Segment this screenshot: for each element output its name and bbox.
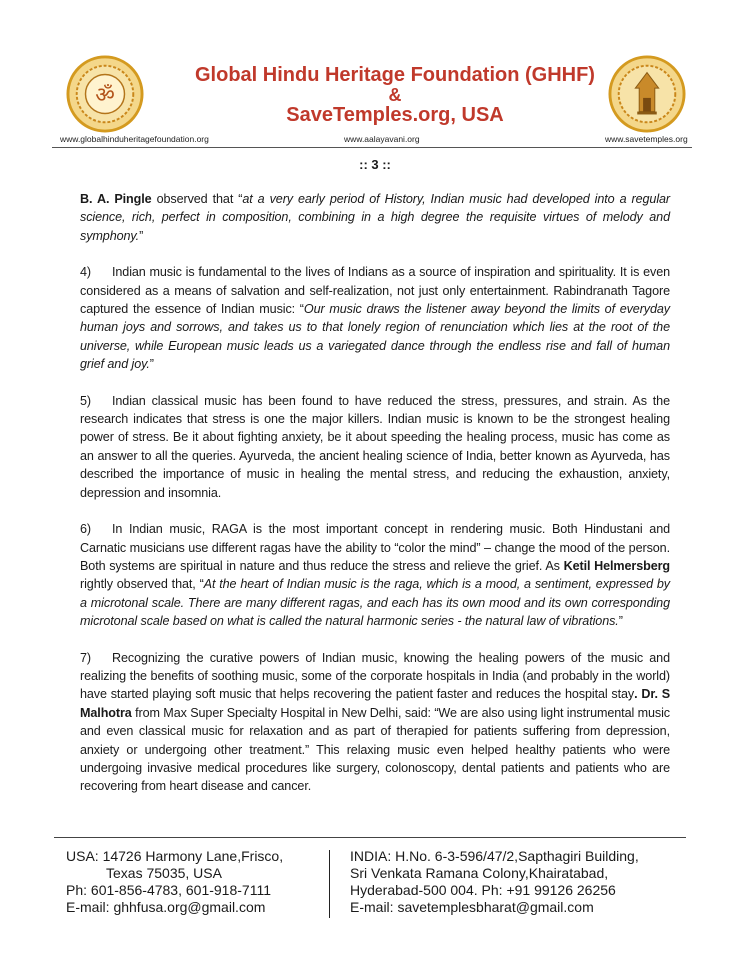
paragraph-5: 5) Indian classical music has been found to have reduced the stress, pressures, and strain. As the research indicates that stress is one the major killers. Indian music is known to be the strongest healing power of stress. Be it about fighting anxiety, be it about speeding the healing process, music has come as an answer to all the queries. Ayurveda, the ancient healing science of India, better known as Ayurveda, has described the importance of music in healing the mental stress, and reducing the exhaustion, anxiety, depression and insomnia. [80,393,670,500]
author-name: B. A. Pingle [80,192,152,206]
paragraph-number: 4) [80,265,91,280]
page-number: :: 3 :: [359,157,391,172]
ampersand: & [388,85,402,105]
footer-india-address: INDIA: H.No. 6-3-596/47/2,Sapthagiri Building, Sri Venkata Ramana Colony,Khairatabad, Hyderabad-500 004. Ph: +91 99126 26256 E-mail: savetemplesbharat@gmail.com [350,848,639,915]
footer-column-separator [329,850,330,918]
paragraph-6: 6) In Indian music, RAGA is the most important concept in rendering music. Both Hindustani and Carnatic musicians use different ragas have the ability to “color the mind” – change the mood of the person. Both systems are spiritual in nature and thus reduce the stress and relieve the grief. As Ketil Helmersberg rightly observed that, “At the heart of Indian music is the raga, which is a mood, a sentiment, expressed by a microtonal scale. There are many different ragas, and each has its own mood and its own corresponding microtonal scale based on what is called the natural harmonic series - the natural law of vibrations.” [80,522,670,629]
foundation-title: Global Hindu Heritage Foundation (GHHF) [195,64,595,86]
quote: Our music draws the listener away beyond the limits of everyday human joys and sorrows, and takes us to that lonely region of renunciation which lies at the root of the universe, while European music leads us a variegated dance through the endless rise and fall of human grief and joy. [80,302,670,372]
url-left[interactable]: www.globalhinduheritagefoundation.org [60,134,209,144]
om-seal-logo [66,55,144,133]
paragraph-7: 7) Recognizing the curative powers of Indian music, knowing the healing powers of the music and realizing the benefits of soothing music, some of the corporate hospitals in India (and probably in the world) have started playing soft music that helps recovering the patient faster and reduces the hospital stay. Dr. S Malhotra from Max Super Specialty Hospital in New Delhi, said: “We are also using light instrumental music and even classical music for relaxation and as part of therapied for patients suffering from depression, anxiety or undergoing other treatment.” This relaxing music even helped healthy patients who were undergoing invasive medical procedures like surgery, colonoscopy, dental patients and patients who are recovering from heart disease and cancer. [80,650,670,794]
india-email[interactable]: E-mail: savetemplesbharat@gmail.com [350,899,594,915]
footer-usa-address: USA: 14726 Harmony Lane,Frisco, Texas 75035, USA Ph: 601-856-4783, 601-918-7111 E-mail: ghhfusa.org@gmail.com [66,848,284,915]
paragraph-number: 5) [80,393,91,408]
paragraph-4: 4) Indian music is fundamental to the lives of Indians as a source of inspiration and spirituality. It is even considered as a means of salvation and self-realization, not just only entertainment. Rabindranath Tagore captured the essence of Indian music: “Our music draws the listener away beyond the limits of everyday human joys and sorrows, and takes us to that lonely region of renunciation which lies at the root of the universe, while European music leads us a variegated dance through the endless rise and fall of human grief and joy.” [80,265,670,372]
svg-text:ॐ: ॐ [95,82,115,108]
author-name: Dr. S Malhotra [80,687,670,720]
savetemples-title: SaveTemples.org, USA [286,104,504,126]
header-divider [52,147,692,148]
header-title [150,64,640,126]
quote: At the heart of Indian music is the raga, which is a mood, a sentiment, expressed by a microtonal scale. There are many different ragas, and each has its own mood and its own corresponding microtonal scale based on what is called the natural harmonic series - the natural law of vibrations. [80,577,670,629]
body-text [80,190,670,814]
url-right[interactable]: www.savetemples.org [605,134,688,144]
paragraph-number: 6) [80,522,91,537]
usa-email[interactable]: E-mail: ghhfusa.org@gmail.com [66,899,266,915]
paragraph-pingle: B. A. Pingle observed that “at a very early period of History, Indian music had developed into a regular science, rich, perfect in composition, combining in a high degree the requisite virtues of melody and symphony.” [80,192,671,243]
paragraph-number: 7) [80,650,91,665]
author-name: Ketil Helmersberg [563,558,670,573]
footer-divider [54,837,686,838]
url-center[interactable]: www.aalayavani.org [344,134,420,144]
quote: at a very early period of History, Indian music had developed into a regular science, rich, perfect in composition, combining in a high degree the requisite virtues of melody and symphony. [80,192,671,243]
